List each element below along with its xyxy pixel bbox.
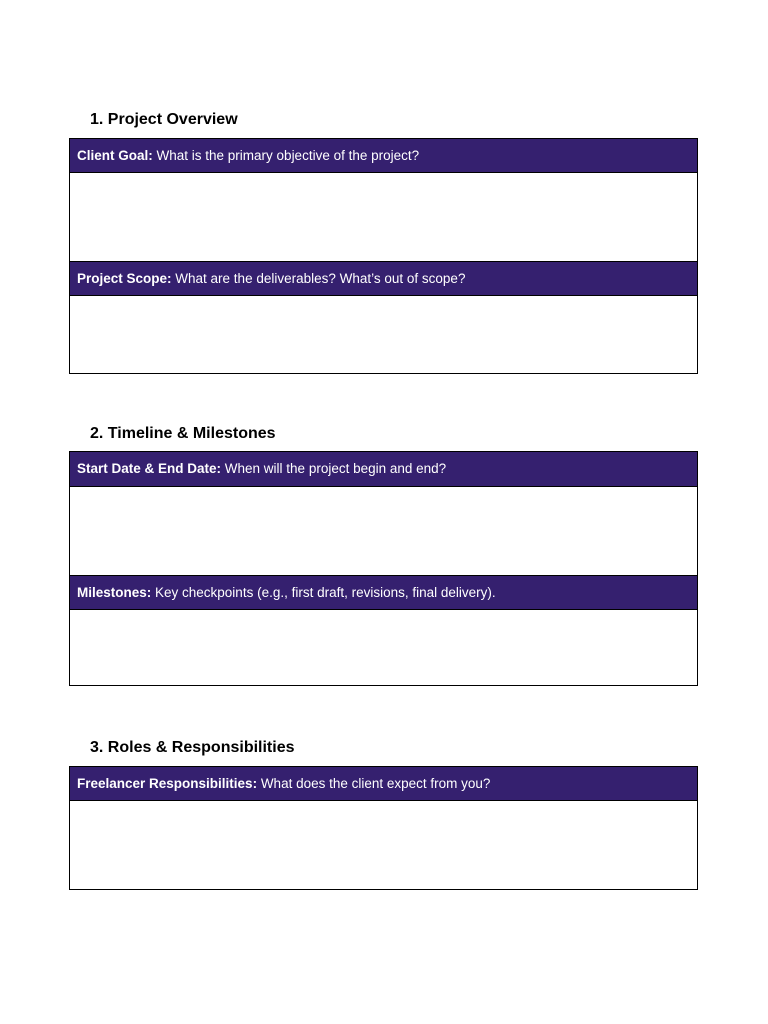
timeline-milestones-table [69,451,698,686]
client-goal-header [70,139,697,172]
freelancer-responsibilities-answer-area[interactable] [70,800,697,889]
start-end-date-answer-area[interactable] [70,486,697,575]
client-goal-answer-area[interactable] [70,172,697,261]
project-overview-table [69,138,698,374]
freelancer-responsibilities-header [70,767,697,800]
section-title-timeline-milestones: 2. Timeline & Milestones [90,425,276,442]
milestones-label: Milestones: [77,584,152,600]
project-scope-header [70,261,697,295]
start-end-date-header [70,452,697,486]
start-end-date-prompt: When will the project begin and end? [221,461,447,476]
start-end-date-label: Start Date & End Date: [77,461,222,476]
client-goal-prompt: What is the primary objective of the project? [152,147,420,163]
roles-responsibilities-table [69,766,698,890]
freelancer-responsibilities-label: Freelancer Responsibilities: [77,775,258,791]
project-scope-prompt: What are the deliverables? What’s out of scope? [171,270,466,286]
client-goal-label: Client Goal: [77,147,153,163]
milestones-header [70,575,697,609]
project-scope-label: Project Scope: [77,270,172,286]
section-title-roles-responsibilities: 3. Roles & Responsibilities [90,739,295,756]
milestones-prompt: Key checkpoints (e.g., first draft, revisions, final delivery). [151,584,496,600]
milestones-answer-area[interactable] [70,609,697,685]
section-title-project-overview: 1. Project Overview [90,111,238,128]
project-scope-answer-area[interactable] [70,295,697,373]
freelancer-responsibilities-prompt: What does the client expect from you? [257,775,491,791]
